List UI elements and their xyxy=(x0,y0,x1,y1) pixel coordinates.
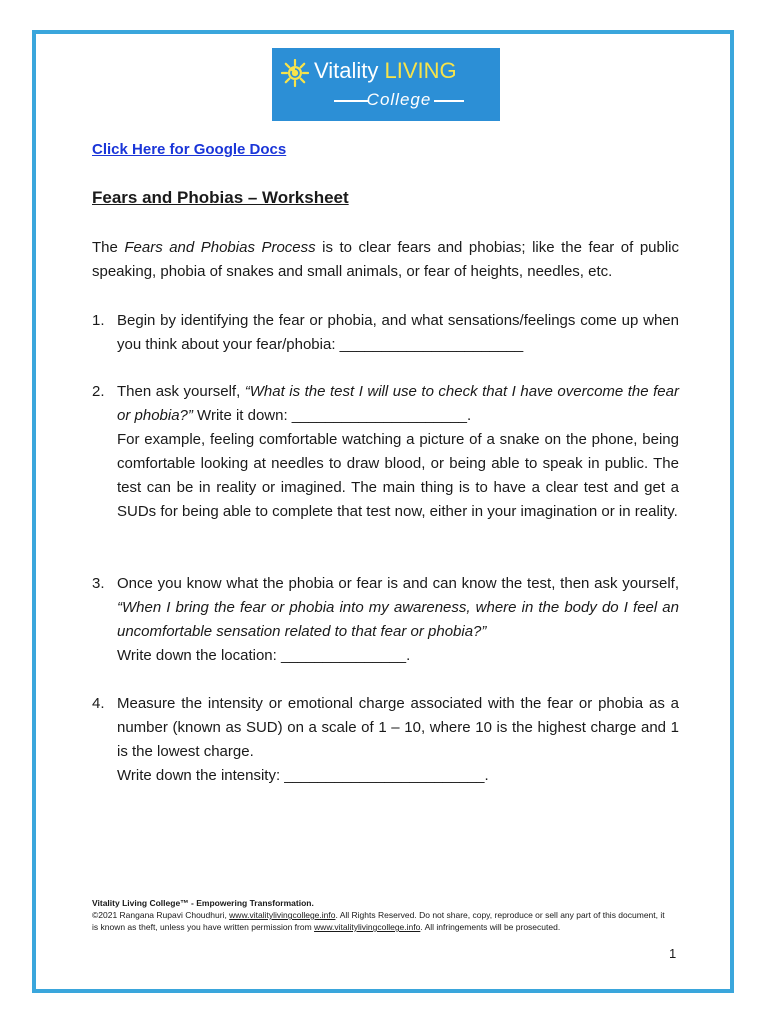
item-3-number: 3. xyxy=(92,575,105,592)
google-docs-link[interactable]: Click Here for Google Docs xyxy=(92,141,287,158)
logo-wordmark xyxy=(314,58,457,84)
item-3-write: Write down the location: _______________. xyxy=(117,647,411,664)
footer-url-1[interactable]: www.vitalitylivingcollege.info xyxy=(229,910,336,920)
item-4-write: Write down the intensity: ________________________. xyxy=(117,767,489,784)
footer-tagline: Vitality Living College™ - Empowering Transformation. xyxy=(92,898,314,908)
intro-paragraph xyxy=(92,236,679,284)
item-2-question: “What is the test I will use to check that I have overcome the fear or phobia?” xyxy=(117,383,679,424)
intro-post: is to clear fears and phobias; like the fear of public speaking, phobia of snakes and small animals, or fear of heights, needles, etc. xyxy=(92,239,680,280)
sun-icon xyxy=(281,59,309,87)
logo-subtitle: College xyxy=(366,90,432,109)
intro-process-name: Fears and Phobias Process xyxy=(124,239,316,256)
item-3-lead: Once you know what the phobia or fear is and can know the test, then ask yourself, xyxy=(117,575,679,592)
logo-word-living: LIVING xyxy=(384,58,457,83)
intro-pre: The xyxy=(92,239,125,256)
item-1-number: 1. xyxy=(92,312,105,329)
item-4 xyxy=(117,692,679,788)
footer-copyright-mid: . All Rights Reserved. Do not share, copy, reproduce or sell any part of this document, it is known as theft, unless you have written permission from xyxy=(92,910,665,932)
footer-url-2[interactable]: www.vitalitylivingcollege.info xyxy=(314,922,421,932)
footer xyxy=(92,897,667,933)
item-2 xyxy=(117,380,679,524)
worksheet-title: Fears and Phobias – Worksheet xyxy=(92,188,349,207)
item-1-text: Begin by identifying the fear or phobia, and what sensations/feelings come up when you think about your fear/phobia: ______________________ xyxy=(117,312,679,353)
item-2-number: 2. xyxy=(92,383,105,400)
logo-line-right xyxy=(434,100,464,102)
page-number: 1 xyxy=(669,946,677,961)
footer-copyright-post: . All infringements will be prosecuted. xyxy=(420,922,561,932)
item-3 xyxy=(117,572,679,668)
logo-word-vitality: Vitality xyxy=(314,58,379,83)
item-2-example: For example, feeling comfortable watching a picture of a snake on the phone, being comfortable looking at needles to draw blood, or being able to speak in public. The test can be in reality or imagined. The main thing is to have a clear test and get a SUDs for being able to complete that test now, either in your imagination or in reality. xyxy=(117,431,679,520)
item-4-text: Measure the intensity or emotional charge associated with the fear or phobia as a number (known as SUD) on a scale of 1 – 10, where 10 is the highest charge and 1 is the lowest charge. xyxy=(117,695,679,760)
college-logo xyxy=(272,48,500,121)
footer-copyright-pre: ©2021 Rangana Rupavi Choudhuri, xyxy=(92,910,230,920)
item-2-lead: Then ask yourself, xyxy=(117,383,245,400)
item-4-number: 4. xyxy=(92,695,105,712)
item-2-write: Write it down: _____________________. xyxy=(192,407,472,424)
item-3-question: “When I bring the fear or phobia into my awareness, where in the body do I feel an uncomfortable sensation related to that fear or phobia?” xyxy=(117,599,679,640)
